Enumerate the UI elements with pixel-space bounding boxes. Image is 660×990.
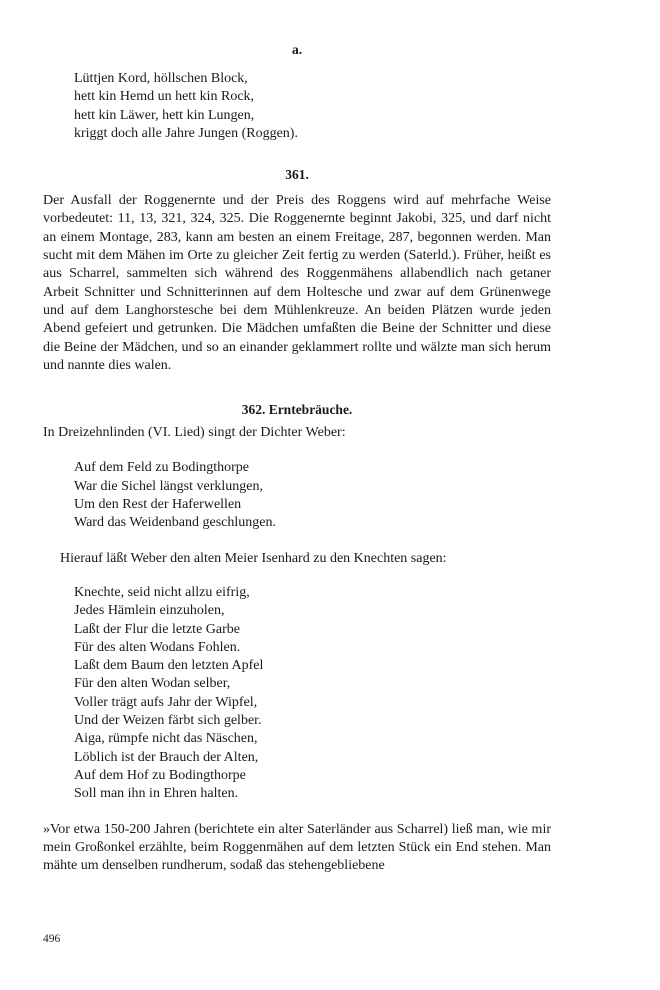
verse-line: Jedes Hämlein einzuholen, xyxy=(74,603,225,619)
section-heading-a: a. xyxy=(291,42,303,57)
page-number: 496 xyxy=(43,933,61,945)
verse-line: Laßt dem Baum den letzten Apfel xyxy=(74,658,264,674)
verse-line: Für des alten Wodans Fohlen. xyxy=(74,639,241,655)
verse-line: Lüttjen Kord, höllschen Block, xyxy=(74,71,248,86)
section-heading-362: 362. Erntebräuche. xyxy=(241,402,353,418)
verse-line: Auf dem Feld zu Bodingthorpe xyxy=(74,460,249,476)
verse-line: hett kin Hemd un hett kin Rock, xyxy=(74,89,255,105)
verse-riddle xyxy=(74,70,551,143)
verse-line: hett kin Läwer, hett kin Lungen, xyxy=(74,107,255,123)
page-body xyxy=(43,40,551,875)
verse-line: Aiga, rümpfe nicht das Näschen, xyxy=(74,731,258,747)
verse-line: Löblich ist der Brauch der Alten, xyxy=(74,749,259,765)
bridge-paragraph: Hierauf läßt Weber den alten Meier Isenhard zu den Knechten sagen: xyxy=(60,550,447,566)
verse-line: Soll man ihn in Ehren halten. xyxy=(74,786,239,802)
verse-line: Ward das Weidenband geschlungen. xyxy=(74,515,276,531)
verse-line: Für den alten Wodan selber, xyxy=(74,676,231,692)
verse-bodingthorpe xyxy=(74,459,551,532)
closing-paragraph: »Vor etwa 150-200 Jahren (berichtete ein alter Saterländer aus Scharrel) ließ man, wie mir mein Großonkel erzählte, beim Roggenmähen auf dem letzten Stück ein End stehen. Man mähte um denselben rundherum, sodaß das stehengebliebene xyxy=(43,821,551,874)
verse-line: Knechte, seid nicht allzu eifrig, xyxy=(74,584,250,600)
verse-line: Laßt der Flur die letzte Garbe xyxy=(74,621,240,637)
intro-362: In Dreizehnlinden (VI. Lied) singt der Dichter Weber: xyxy=(43,425,346,441)
verse-line: Voller trägt aufs Jahr der Wipfel, xyxy=(74,694,258,710)
verse-line: kriggt doch alle Jahre Jungen (Roggen). xyxy=(74,125,298,141)
verse-line: Und der Weizen färbt sich gelber. xyxy=(74,713,262,729)
verse-line: Um den Rest der Haferwellen xyxy=(74,497,242,513)
section-heading-361: 361. xyxy=(285,167,309,183)
paragraph-361: Der Ausfall der Roggenernte und der Preis des Roggens wird auf mehrfache Weise vorbedeutet: 11, 13, 321, 324, 325. Die Roggenernte beginnt Jakobi, 325, und darf nicht an einem Montage, 283, kann am besten an einem Freitage, 287, begonnen werden. Man sucht mit dem Mähen im Orte zu gleicher Zeit fertig zu werden (Saterld.). Früher, heißt es aus Scharrel, sammelten sich während des Roggenmähens allabendlich nach getaner Arbeit Schnitter und Schnitterinnen auf dem Holtesche und zwar auf dem Grünenwege und auf dem Langhorstesche bei dem Mühlenkreuze. An beiden Plätzen wurde jeden Abend gefeiert und getrunken. Die Mädchen umfaßten die Beine der Schnitter und diese die Beine der Mädchen, und so an einander geklammert rollte und wälzte man sich herum und nannte dies walen. xyxy=(43,193,551,373)
verse-isenhard xyxy=(74,584,551,804)
verse-line: War die Sichel längst verklungen, xyxy=(74,478,263,494)
verse-line: Auf dem Hof zu Bodingthorpe xyxy=(74,767,246,783)
